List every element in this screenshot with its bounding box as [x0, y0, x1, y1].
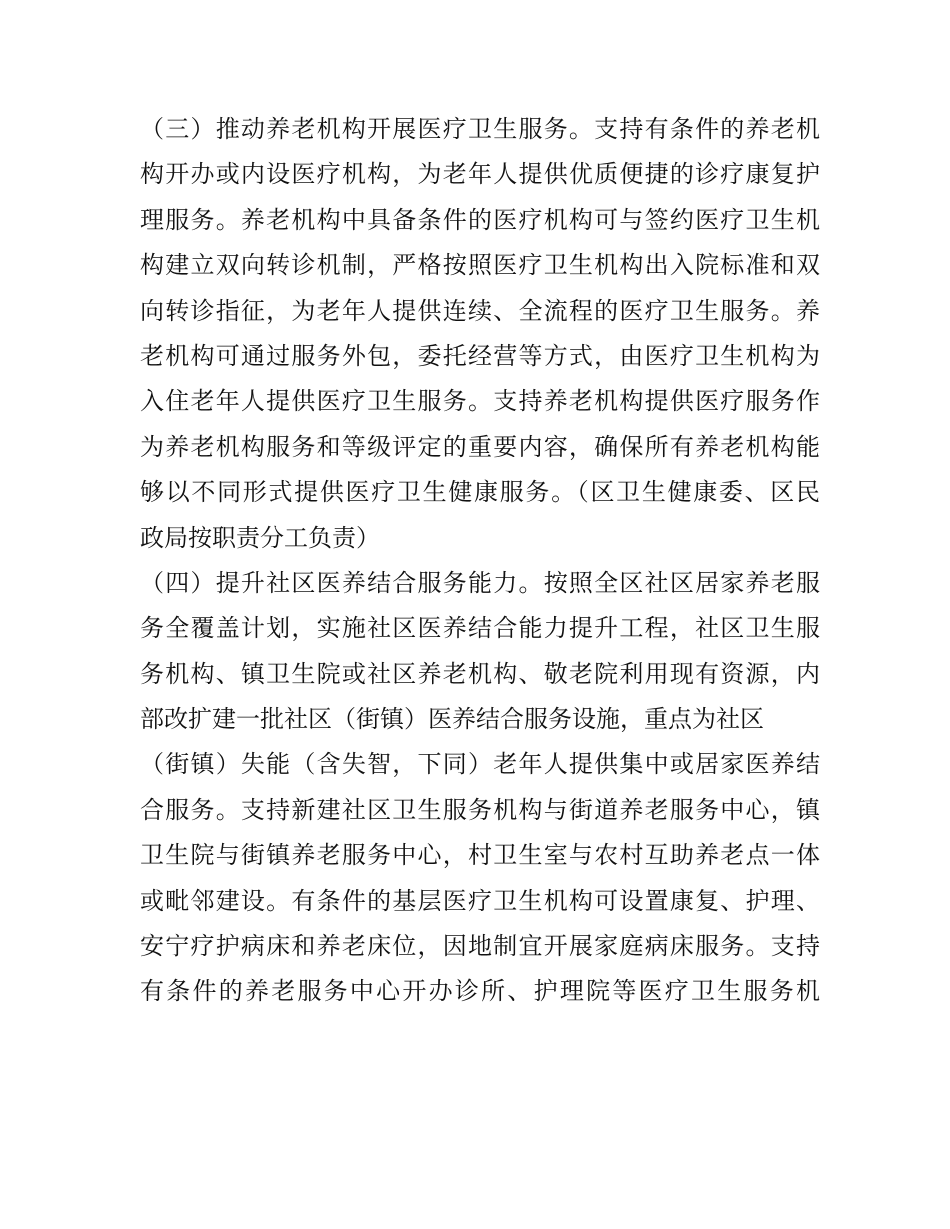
text-line-13: 务机构、镇卫生院或社区养老机构、敬老院利用现有资源，内 — [140, 659, 820, 688]
text-line-4: 构建立双向转诊机制，严格按照医疗卫生机构出入院标准和双 — [140, 251, 820, 280]
text-line-20: 有条件的养老服务中心开办诊所、护理院等医疗卫生服务机 — [140, 977, 820, 1006]
body-text — [140, 107, 820, 1015]
text-line-17: 卫生院与街镇养老服务中心，村卫生室与农村互助养老点一体 — [140, 841, 820, 870]
text-line-7: 入住老年人提供医疗卫生服务。支持养老机构提供医疗服务作 — [140, 387, 820, 416]
text-line-2: 构开办或内设医疗机构，为老年人提供优质便捷的诊疗康复护 — [140, 160, 820, 189]
text-line-10: 政局按职责分工负责） — [140, 523, 380, 552]
text-line-9: 够以不同形式提供医疗卫生健康服务。（区卫生健康委、区民 — [140, 478, 820, 507]
text-line-11: （四）提升社区医养结合服务能力。按照全区社区居家养老服 — [140, 568, 820, 597]
text-line-3: 理服务。养老机构中具备条件的医疗机构可与签约医疗卫生机 — [140, 205, 820, 234]
text-line-8: 为养老机构服务和等级评定的重要内容，确保所有养老机构能 — [140, 432, 820, 461]
text-line-18: 或毗邻建设。有条件的基层医疗卫生机构可设置康复、护理、 — [140, 886, 820, 915]
text-line-16: 合服务。支持新建社区卫生服务机构与街道养老服务中心，镇 — [140, 795, 820, 824]
text-line-5: 向转诊指征，为老年人提供连续、全流程的医疗卫生服务。养 — [140, 296, 820, 325]
text-line-12: 务全覆盖计划，实施社区医养结合能力提升工程，社区卫生服 — [140, 614, 820, 643]
text-line-6: 老机构可通过服务外包，委托经营等方式，由医疗卫生机构为 — [140, 341, 820, 370]
text-line-1: （三）推动养老机构开展医疗卫生服务。支持有条件的养老机 — [140, 115, 820, 143]
text-line-15: （街镇）失能（含失智，下同）老年人提供集中或居家医养结 — [140, 750, 820, 779]
text-line-19: 安宁疗护病床和养老床位，因地制宜开展家庭病床服务。支持 — [140, 932, 820, 961]
text-line-14: 部改扩建一批社区（街镇）医养结合服务设施，重点为社区 — [140, 705, 764, 734]
